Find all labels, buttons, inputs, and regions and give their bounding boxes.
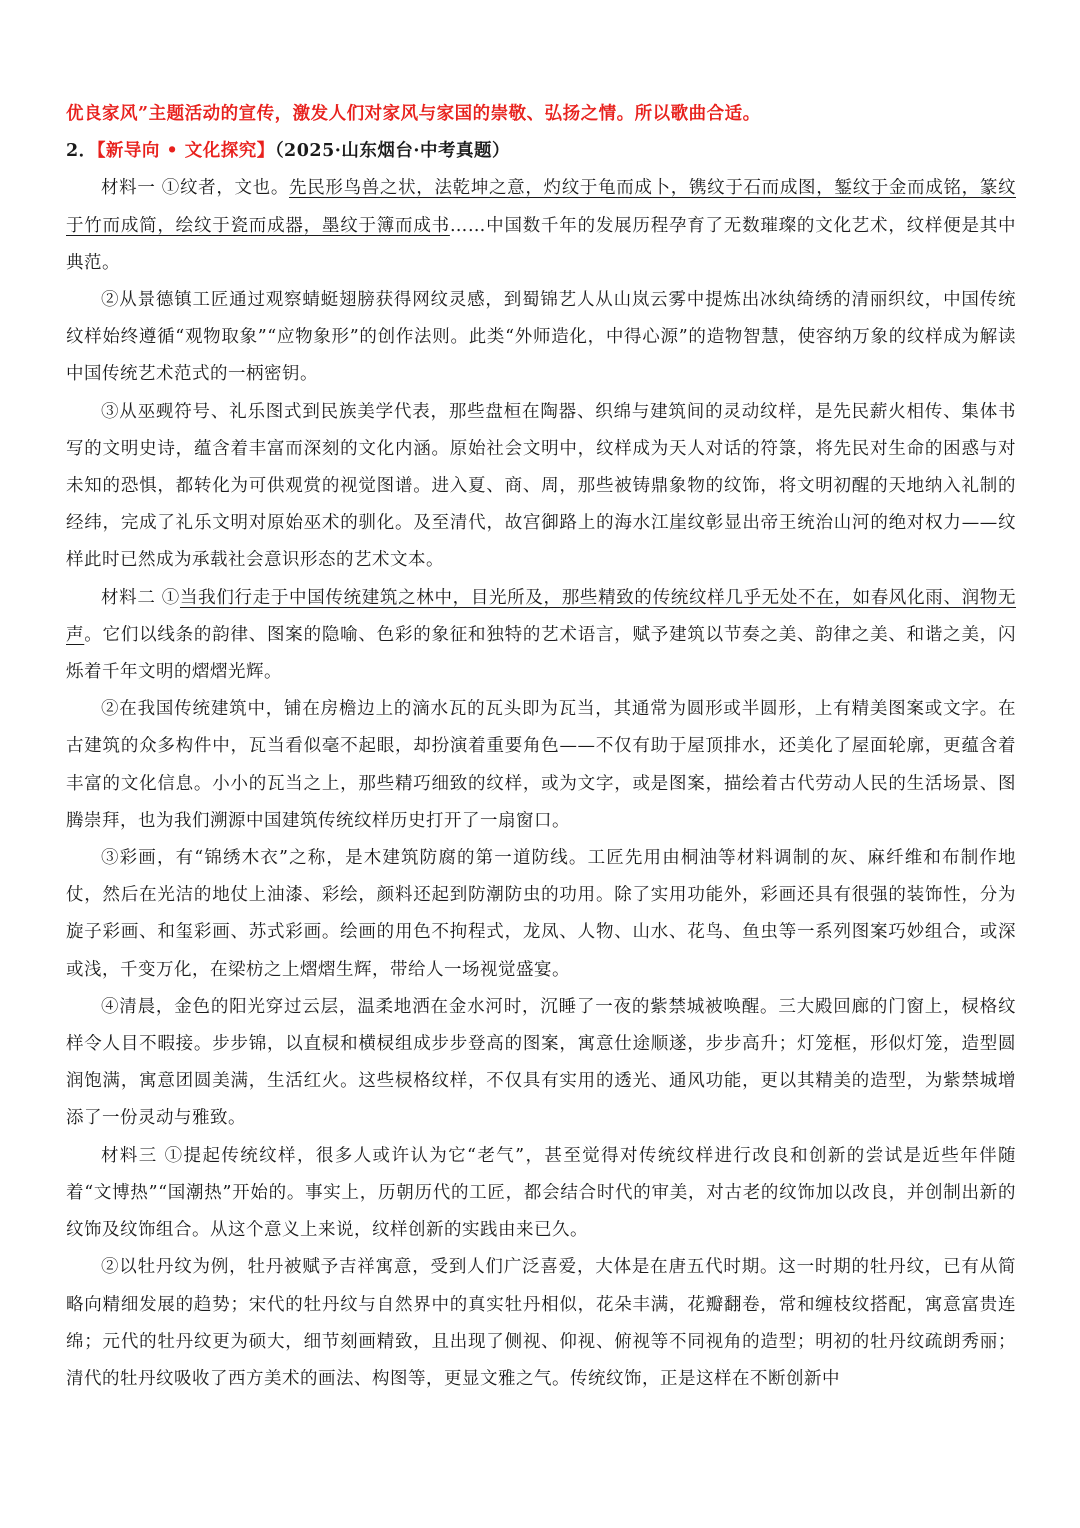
material2-underlined-text: 当我们行走于中国传统建筑之林中，目光所及，那些精致的传统纹样几乎无处不在，如春风化雨、润物无声 [66, 587, 1017, 645]
material1-paragraph-1 [66, 170, 1016, 282]
material1-rest: ……中国数千年的发展历程孕育了无数璀璨的文化艺术，纹样便是其中典范。 [66, 215, 1017, 273]
material2-paragraph-4: ④清晨，金色的阳光穿过云层，温柔地洒在金水河时，沉睡了一夜的紫禁城被唤醒。三大殿回廊的门窗上，棂格纹样令人目不暇接。步步锦，以直棂和横棂组成步步登高的图案，寓意仕途顺遂，步步高升；灯笼框，形似灯笼，造型圆润饱满，寓意团圆美满，生活红火。这些棂格纹样，不仅具有实用的透光、通风功能，更以其精美的造型，为紫禁城增添了一份灵动与雅致。 [66, 996, 1016, 1129]
material2-paragraph-2: ②在我国传统建筑中，铺在房檐边上的滴水瓦的瓦头即为瓦当，其通常为圆形或半圆形，上有精美图案或文字。在古建筑的众多构件中，瓦当看似毫不起眼，却扮演着重要角色——不仅有助于屋顶排水，还美化了屋面轮廓，更蕴含着丰富的文化信息。小小的瓦当之上，那些精巧细致的纹样，或为文字，或是图案，描绘着古代劳动人民的生活场景、图腾崇拜，也为我们溯源中国建筑传统纹样历史打开了一扇窗口。 [66, 699, 1016, 831]
document-body [66, 96, 1016, 1398]
material2-paragraph-1 [66, 580, 1016, 692]
question-header [66, 133, 1016, 170]
answer-tail-red: 优良家风”主题活动的宣传，激发人们对家风与家国的崇敬、弘扬之情。所以歌曲合适。 [66, 104, 761, 124]
material1-paragraph-2: ②从景德镇工匠通过观察蜻蜓翅膀获得网纹灵感，到蜀锦艺人从山岚云雾中提炼出冰纨绮绣的清丽织纹，中国传统纹样始终遵循“观物取象”“应物象形”的创作法则。此类“外师造化，中得心源”的造物智慧，使容纳万象的纹样成为解读中国传统艺术范式的一柄密钥。 [66, 290, 1016, 385]
material3-paragraph-2: ②以牡丹纹为例，牡丹被赋予吉祥寓意，受到人们广泛喜爱，大体是在唐五代时期。这一时期的牡丹纹，已有从简略向精细发展的趋势；宋代的牡丹纹与自然界中的真实牡丹相似，花朵丰满，花瓣翻卷，常和缠枝纹搭配，寓意富贵连绵；元代的牡丹纹更为硕大，细节刻画精致，且出现了侧视、仰视、俯视等不同视角的造型；明初的牡丹纹疏朗秀丽；清代的牡丹纹吸收了西方美术的画法、构图等，更显文雅之气。传统纹饰，正是这样在不断创新中 [66, 1257, 1016, 1389]
material2-paragraph-3: ③彩画，有“锦绣木衣”之称，是木建筑防腐的第一道防线。工匠先用由桐油等材料调制的灰、麻纤维和布制作地仗，然后在光洁的地仗上油漆、彩绘，颜料还起到防潮防虫的功用。除了实用功能外，彩画还具有很强的装饰性，分为旋子彩画、和玺彩画、苏式彩画。绘画的用色不拘程式，龙凤、人物、山水、花鸟、鱼虫等一系列图案巧妙组合，或深或浅，千变万化，在梁枋之上熠熠生辉，带给人一场视觉盛宴。 [66, 848, 1016, 980]
material1-underlined-text: 先民形鸟兽之状，法乾坤之意，灼纹于龟而成卜，镌纹于石而成图，錾纹于金而成铭，篆纹于竹而成简，绘纹于瓷而成器，墨纹于簿而成书 [66, 178, 1016, 236]
material3-paragraph-1: 材料三 ①提起传统纹样，很多人或许认为它“老气”，甚至觉得对传统纹样进行改良和创新的尝试是近些年伴随着“文博热”“国潮热”开始的。事实上，历朝历代的工匠，都会结合时代的审美，对古老的纹饰加以改良，并创制出新的纹饰及纹饰组合。从这个意义上来说，纹样创新的实践由来已久。 [66, 1145, 1016, 1241]
material2-label: 材料二 ① [101, 587, 180, 608]
question-tag: 【新导向 • 文化探究】 [96, 141, 275, 162]
material2-rest: 。它们以线条的韵律、图案的隐喻、色彩的象征和独特的艺术语言，赋予建筑以节奏之美、韵律之美、和谐之美，闪烁着千年文明的熠熠光辉。 [66, 624, 1017, 683]
question-number: 2． [66, 141, 97, 162]
material1-label: 材料一 ①纹者，文也。 [101, 178, 290, 199]
material1-paragraph-3: ③从巫觋符号、礼乐图式到民族美学代表，那些盘桓在陶器、织绵与建筑间的灵动纹样，是先民薪火相传、集体书写的文明史诗，蕴含着丰富而深刻的文化内涵。原始社会文明中，纹样成为天人对话的符箓，将先民对生命的困惑与对未知的恐惧，都转化为可供观赏的视觉图谱。进入夏、商、周，那些被铸鼎象物的纹饰，将文明初醒的天地纳入礼制的经纬，完成了礼乐文明对原始巫术的驯化。及至清代，故宫御路上的海水江崖纹彰显出帝王统治山河的绝对权力——纹样此时已然成为承载社会意识形态的艺术文本。 [66, 401, 1016, 571]
question-source: （2025·山东烟台·中考真题） [274, 141, 510, 162]
